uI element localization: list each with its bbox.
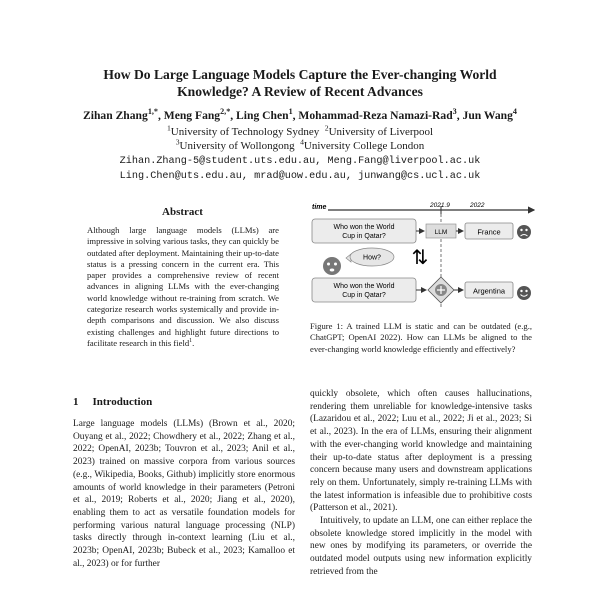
author: Zihan Zhang bbox=[83, 109, 148, 122]
author: Mohammad-Reza Namazi-Rad bbox=[298, 109, 453, 122]
author-sup: 2,* bbox=[220, 107, 231, 117]
bubble-text: How? bbox=[363, 254, 381, 262]
affiliation: University of Wollongong bbox=[179, 140, 295, 152]
year-2021-label: 2021.9 bbox=[430, 202, 450, 209]
title-line-1: How Do Large Language Models Capture the Ever-changing World bbox=[103, 67, 497, 82]
affil-sup: 4 bbox=[300, 137, 304, 147]
time-label: time bbox=[312, 204, 327, 211]
author-sup: 1 bbox=[288, 107, 293, 117]
abstract-text: Although large language models (LLMs) are impressive in solving various tasks, they can quickly be outdated after deployment. Maintaining their up-to-date status is a pressing concern in the current era. This paper provides a comprehensive review of recent advances in aligning LLMs with the ever-changing world knowledge without re-training from scratch. We categorize research works systemically and provide in-depth comparisons and discussion. We also discuss existing challenges and highlight future directions to facilitate research in this field bbox=[87, 225, 279, 348]
author-sup: 1,* bbox=[147, 107, 158, 117]
llm-label-top: LLM bbox=[434, 229, 448, 236]
updated-llm-icon bbox=[428, 277, 454, 303]
section-number: 1 bbox=[73, 396, 79, 408]
author-list: Zihan Zhang$^{1,*}$, Meng Fang$^{2,*}$, Ling Chen$^1$, Mohammad-Reza Namazi-Rad$^3$, Jun Wang$^4$ bbox=[83, 107, 517, 122]
affil-sup: 3 bbox=[175, 137, 180, 147]
figure-caption bbox=[310, 321, 532, 355]
author-sup: 3 bbox=[452, 107, 457, 117]
affiliation: University of Technology Sydney bbox=[170, 126, 320, 138]
author: Jun Wang bbox=[462, 109, 513, 122]
emails bbox=[40, 154, 560, 184]
up-down-arrows: ⇅ bbox=[411, 245, 429, 269]
section-heading bbox=[73, 396, 166, 408]
confused-face-icon bbox=[323, 257, 341, 275]
caption-text: A trained LLM is static and can be outdated (e.g., ChatGPT; OpenAI 2022). How can LLMs be aligned to the ever-changing world knowledge efficiently and effectively? bbox=[310, 321, 532, 354]
question-bottom-line2: Cup in Qatar? bbox=[342, 292, 386, 299]
question-top-line2: Cup in Qatar? bbox=[342, 233, 386, 240]
affil-sup: 1 bbox=[166, 123, 171, 133]
figure-1 bbox=[306, 196, 538, 314]
author: Ling Chen bbox=[236, 109, 289, 122]
footnote-mark: 1 bbox=[189, 338, 193, 345]
question-bottom-line1: Who won the World bbox=[333, 283, 395, 290]
intro-right-column bbox=[310, 388, 532, 579]
affiliation: University of Liverpool bbox=[328, 126, 434, 138]
section-title: Introduction bbox=[92, 396, 153, 408]
year-2022-label: 2022 bbox=[470, 202, 485, 209]
question-top-line1: Who won the World bbox=[333, 224, 395, 231]
affiliation: University College London bbox=[303, 140, 425, 152]
intro-left-column bbox=[73, 418, 295, 570]
email-line-1: Zihan.Zhang-5@student.uts.edu.au, Meng.Fang@liverpool.ac.uk bbox=[119, 156, 481, 167]
sad-face-icon bbox=[517, 225, 531, 239]
answer-old: France bbox=[477, 227, 501, 237]
caption-label: Figure 1: bbox=[310, 321, 343, 331]
paper-title bbox=[40, 66, 560, 100]
intro-paragraph-3: Intuitively, to update an LLM, one can either replace the obsolete knowledge stored implicitly in the model with new ones by modifying its parameters, or override the outdated model outputs using new information explicitly retrieved from the bbox=[310, 516, 532, 577]
email-line-2: Ling.Chen@uts.edu.au, mrad@uow.edu.au, junwang@cs.ucl.ac.uk bbox=[119, 171, 481, 182]
author: Meng Fang bbox=[163, 109, 221, 122]
author-sup: 4 bbox=[512, 107, 517, 117]
intro-paragraph-1: Large language models (LLMs) (Brown et al., 2020; Ouyang et al., 2022; Chowdhery et al., 2022; Zhang et al., 2022; OpenAI, 2023b; Touvron et al., 2023; Anil et al., 2023) trained on massive corpora from various sources (e.g., Wikipedia, Books, Github) implicitly store enormous amounts of world knowledge in their parameters (Petroni et al., 2019; Roberts et al., 2020; Jiang et al., 2020), enabling them to act as versatile foundation models for performing various natural language processing (NLP) tasks directly through in-context learning (Liu et al., 2023b; OpenAI, 2023b; Bubeck et al., 2023; Kamalloo et al., 2023) or for further bbox=[73, 419, 295, 569]
happy-face-icon bbox=[517, 286, 531, 300]
abstract-heading: Abstract bbox=[162, 206, 203, 218]
intro-paragraph-2: quickly obsolete, which often causes hallucinations, rendering them unreliable for knowledge-intensive tasks (Lazaridou et al., 2022; Luu et al., 2022; Ji et al., 2023; Si et al., 2023). In the era of LLMs, ensuring their alignment with the ever-changing world knowledge and maintaining their up-to-date status after deployment is a pressing concern because many users and downstream applications rely on them. Unfortunately, simply re-training LLMs with the latest information is infeasible due to prohibitive costs (Patterson et al., 2021). bbox=[310, 389, 532, 514]
affil-sup: 2 bbox=[324, 123, 329, 133]
affiliations bbox=[40, 125, 560, 153]
answer-new: Argentina bbox=[472, 286, 506, 296]
abstract-body: Although large language models (LLMs) are impressive in solving various tasks, they can quickly be outdated after deployment. Maintaining their up-to-date status is a pressing concern in the current era. This paper provides a comprehensive review of recent advances in aligning LLMs with the ever-changing world knowledge without re-training from scratch. We categorize research works systemically and provide in-depth comparisons and discussion. We also discuss existing challenges and highlight future directions to facilitate research in this field$^1$. bbox=[87, 225, 279, 348]
title-line-2: Knowledge? A Review of Recent Advances bbox=[177, 84, 423, 99]
